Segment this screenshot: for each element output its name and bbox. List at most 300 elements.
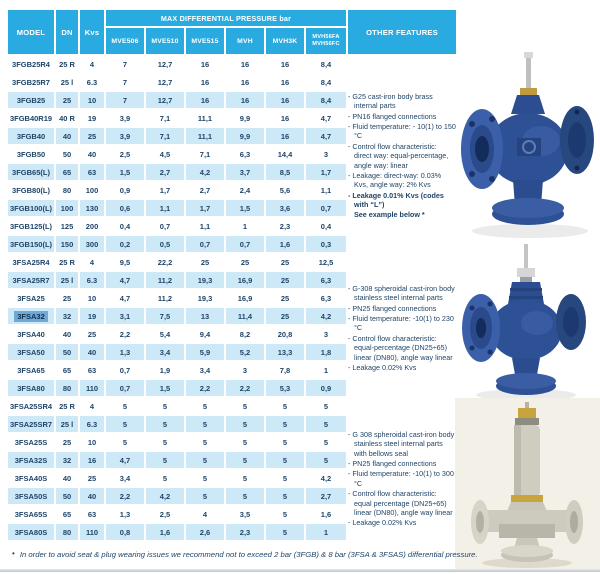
- dn-cell: 100: [56, 200, 78, 216]
- pressure-value-cell: 4: [186, 506, 224, 522]
- table-row: [8, 74, 346, 90]
- feature-item: - Leakage 0.02% Kvs: [348, 362, 417, 372]
- dn-cell: 80: [56, 380, 78, 396]
- model-cell: 3FSA32S: [8, 452, 54, 468]
- dn-cell: 65: [56, 506, 78, 522]
- table-row: [8, 326, 346, 342]
- pressure-value-cell: 11,1: [186, 128, 224, 144]
- pressure-value-cell: 2,2: [106, 488, 144, 504]
- pressure-value-cell: 0,7: [306, 200, 346, 216]
- table-row: [8, 524, 346, 540]
- pressure-value-cell: 7,5: [146, 308, 184, 324]
- pressure-value-cell: 5: [226, 488, 264, 504]
- pressure-value-cell: 1,3: [106, 344, 144, 360]
- table-row: [8, 416, 346, 432]
- pressure-value-cell: 7: [106, 56, 144, 72]
- pressure-value-cell: 16,9: [226, 272, 264, 288]
- col-header-mve515: MVE515: [186, 28, 224, 54]
- dn-cell: 25 R: [56, 56, 78, 72]
- pressure-value-cell: 5: [186, 470, 224, 486]
- model-cell: 3FSA40: [8, 326, 54, 342]
- feature-item: - G-308 spheroidal cast-iron body stainless steel internal parts: [348, 284, 455, 303]
- model-cell: [8, 308, 54, 324]
- table-row: [8, 56, 346, 72]
- pressure-value-cell: 1: [306, 362, 346, 378]
- kvs-cell: 63: [80, 164, 104, 180]
- pressure-value-cell: 0,7: [106, 362, 144, 378]
- model-cell: 3FSA50: [8, 344, 54, 360]
- col-header-dn: DN: [56, 10, 78, 54]
- table-row: [8, 164, 346, 180]
- pressure-value-cell: 0,5: [146, 236, 184, 252]
- pressure-value-cell: 9,9: [226, 110, 264, 126]
- dn-cell: 25 R: [56, 398, 78, 414]
- pressure-value-cell: 1,7: [186, 200, 224, 216]
- pressure-value-cell: 0,9: [306, 380, 346, 396]
- pressure-value-cell: 5: [146, 470, 184, 486]
- pressure-value-cell: 3,9: [106, 110, 144, 126]
- kvs-cell: 16: [80, 452, 104, 468]
- pressure-value-cell: 16,9: [226, 290, 264, 306]
- model-cell: 3FGB80(L): [8, 182, 54, 198]
- pressure-value-cell: 4,7: [106, 272, 144, 288]
- pressure-value-cell: 2,6: [186, 524, 224, 540]
- dn-cell: 25: [56, 92, 78, 108]
- features-block-3fsa: [348, 284, 456, 373]
- kvs-cell: 40: [80, 344, 104, 360]
- model-cell: 3FGB40: [8, 128, 54, 144]
- table-row: [8, 182, 346, 198]
- pressure-value-cell: 5: [266, 434, 304, 450]
- pressure-value-cell: 16: [186, 74, 224, 90]
- feature-item: - Leakage 0.01% Kvs (codes with “L”): [348, 190, 444, 209]
- pressure-value-cell: 0,4: [306, 218, 346, 234]
- model-cell: 3FGB65(L): [8, 164, 54, 180]
- pressure-value-cell: 5: [106, 434, 144, 450]
- pressure-value-cell: 5: [306, 434, 346, 450]
- pressure-value-cell: 14,4: [266, 146, 304, 162]
- pressure-value-cell: 4,2: [306, 308, 346, 324]
- pressure-value-cell: 6,3: [306, 290, 346, 306]
- model-cell: 3FSA80: [8, 380, 54, 396]
- table-row: [8, 254, 346, 270]
- pressure-value-cell: 0,7: [106, 380, 144, 396]
- footnote-bullet: •: [12, 549, 15, 558]
- pressure-value-cell: 16: [266, 92, 304, 108]
- pressure-value-cell: 4,2: [186, 164, 224, 180]
- table-row: [8, 506, 346, 522]
- pressure-value-cell: 5: [186, 398, 224, 414]
- kvs-cell: 10: [80, 92, 104, 108]
- pressure-value-cell: 3,9: [106, 128, 144, 144]
- pressure-value-cell: 25: [266, 308, 304, 324]
- kvs-cell: 4: [80, 398, 104, 414]
- feature-item: - PN16 flanged connections: [348, 111, 437, 121]
- pressure-value-cell: 5: [186, 488, 224, 504]
- dn-cell: 65: [56, 164, 78, 180]
- pressure-value-cell: 0,7: [226, 236, 264, 252]
- pressure-value-cell: 9,4: [186, 326, 224, 342]
- pressure-value-cell: 2,7: [186, 182, 224, 198]
- model-cell: 3FGB25: [8, 92, 54, 108]
- model-cell: 3FSA65S: [8, 506, 54, 522]
- model-cell: 3FGB25R7: [8, 74, 54, 90]
- feature-item: - PN25 flanged connections: [348, 303, 437, 313]
- valve-photo-3fsas-bellows: [455, 398, 600, 570]
- pressure-value-cell: 9,9: [226, 128, 264, 144]
- pressure-value-cell: 2,2: [226, 380, 264, 396]
- pressure-value-cell: 7,1: [186, 146, 224, 162]
- pressure-value-cell: 1,9: [146, 362, 184, 378]
- pressure-value-cell: 3: [226, 362, 264, 378]
- table-row: [8, 380, 346, 396]
- pressure-value-cell: 5: [146, 398, 184, 414]
- col-header-mvh56fa: MVH56FA: [312, 34, 340, 41]
- pressure-value-cell: 3,4: [186, 362, 224, 378]
- page-bottom-divider: [0, 569, 600, 572]
- col-header-mvh3k: MVH3K: [266, 28, 304, 54]
- table-row: [8, 146, 346, 162]
- model-cell: 3FGB25R4: [8, 56, 54, 72]
- feature-item: - Leakage 0.02% Kvs: [348, 518, 417, 528]
- feature-item: - Control flow characteristic: equal-percentage (DN25÷65) linear (DN80), angle way linear: [348, 333, 453, 362]
- kvs-cell: 300: [80, 236, 104, 252]
- pressure-value-cell: 8,4: [306, 92, 346, 108]
- dn-cell: 40 R: [56, 110, 78, 126]
- col-header-mvh56fc: MVH56FC: [312, 41, 340, 47]
- pressure-value-cell: 2,2: [106, 326, 144, 342]
- pressure-value-cell: 1,1: [146, 200, 184, 216]
- pressure-value-cell: 9,5: [106, 254, 144, 270]
- col-header-other-features: OTHER FEATURES: [348, 10, 456, 54]
- pressure-value-cell: 7,1: [146, 128, 184, 144]
- feature-item: - G 308 spheroidal cast-iron body stainless steel internal parts with bellows seal: [348, 430, 455, 458]
- pressure-value-cell: 6,3: [226, 146, 264, 162]
- pressure-value-cell: 5,6: [266, 182, 304, 198]
- dn-cell: 40: [56, 326, 78, 342]
- pressure-value-cell: 16: [186, 92, 224, 108]
- pressure-value-cell: 16: [266, 74, 304, 90]
- model-cell: 3FSA25S: [8, 434, 54, 450]
- kvs-cell: 25: [80, 326, 104, 342]
- pressure-value-cell: 0,6: [106, 200, 144, 216]
- three-way-valve-image: [455, 50, 600, 242]
- pressure-value-cell: 1,6: [146, 524, 184, 540]
- model-cell: 3FSA25R7: [8, 272, 54, 288]
- kvs-cell: 4: [80, 254, 104, 270]
- pressure-value-cell: 7: [106, 74, 144, 90]
- pressure-value-cell: 11,1: [186, 110, 224, 126]
- kvs-cell: 200: [80, 218, 104, 234]
- table-row: [8, 470, 346, 486]
- pressure-value-cell: 1,5: [226, 200, 264, 216]
- model-cell: 3FSA65: [8, 362, 54, 378]
- model-cell: 3FSA25: [8, 290, 54, 306]
- kvs-cell: 6.3: [80, 272, 104, 288]
- pressure-value-cell: 7: [106, 92, 144, 108]
- table-row: [8, 272, 346, 288]
- table-row: [8, 200, 346, 216]
- kvs-cell: 25: [80, 470, 104, 486]
- features-block-3fsas: [348, 430, 456, 529]
- selected-model-text[interactable]: 3FSA32: [14, 311, 48, 322]
- kvs-cell: 4: [80, 56, 104, 72]
- kvs-cell: 25: [80, 128, 104, 144]
- kvs-cell: 19: [80, 308, 104, 324]
- table-header: [8, 10, 456, 54]
- pressure-value-cell: 16: [266, 110, 304, 126]
- col-header-model: MODEL: [8, 10, 54, 54]
- pressure-value-cell: 5: [186, 434, 224, 450]
- dn-cell: 150: [56, 236, 78, 252]
- footnote-text: In order to avoid seat & plug wearing issues we recommend not to exceed 2 bar (3FGB) & 8 bar (3FSA & 3FSAS) differential pressure.: [19, 550, 478, 559]
- footnote: [12, 550, 572, 559]
- dn-cell: 25: [56, 290, 78, 306]
- table-row: [8, 290, 346, 306]
- kvs-cell: 10: [80, 290, 104, 306]
- dn-cell: 40: [56, 128, 78, 144]
- pressure-value-cell: 8,4: [306, 56, 346, 72]
- pressure-value-cell: 2,7: [146, 164, 184, 180]
- pressure-value-cell: 3: [306, 326, 346, 342]
- pressure-value-cell: 5: [146, 416, 184, 432]
- pressure-value-cell: 1,6: [266, 236, 304, 252]
- pressure-value-cell: 5: [146, 452, 184, 468]
- globe-valve-image: [452, 244, 600, 402]
- pressure-value-cell: 7,1: [146, 110, 184, 126]
- pressure-value-cell: 5: [226, 398, 264, 414]
- pressure-value-cell: 4,7: [306, 128, 346, 144]
- dn-cell: 25 R: [56, 254, 78, 270]
- pressure-value-cell: 1: [226, 218, 264, 234]
- pressure-value-cell: 1,3: [106, 506, 144, 522]
- col-header-mve506: MVE506: [106, 28, 144, 54]
- pressure-value-cell: 12,7: [146, 56, 184, 72]
- pressure-value-cell: 2,3: [226, 524, 264, 540]
- feature-item: - Fluid temperature: - 10(1) to 150 °C: [348, 122, 456, 141]
- pressure-value-cell: 12,5: [306, 254, 346, 270]
- pressure-value-cell: 5: [266, 506, 304, 522]
- pressure-value-cell: 3,4: [106, 470, 144, 486]
- kvs-cell: 100: [80, 182, 104, 198]
- pressure-value-cell: 16: [266, 56, 304, 72]
- table-row: [8, 362, 346, 378]
- feature-item: - Control flow characteristic: direct way: equal-percentage, angle way: linear: [348, 141, 449, 170]
- dn-cell: 25 l: [56, 416, 78, 432]
- kvs-cell: 110: [80, 524, 104, 540]
- pressure-value-cell: 8,2: [226, 326, 264, 342]
- dn-cell: 50: [56, 488, 78, 504]
- pressure-value-cell: 22,2: [146, 254, 184, 270]
- model-cell: 3FGB125(L): [8, 218, 54, 234]
- pressure-value-cell: 8,4: [306, 74, 346, 90]
- pressure-value-cell: 5: [146, 434, 184, 450]
- pressure-value-cell: 11,2: [146, 290, 184, 306]
- model-cell: 3FGB100(L): [8, 200, 54, 216]
- pressure-value-cell: 1,5: [146, 380, 184, 396]
- col-header-kvs: Kvs: [80, 10, 104, 54]
- pressure-value-cell: 5: [266, 488, 304, 504]
- pressure-value-cell: 12,7: [146, 92, 184, 108]
- pressure-value-cell: 1,6: [306, 506, 346, 522]
- pressure-value-cell: 2,5: [106, 146, 144, 162]
- pressure-value-cell: 1,7: [306, 164, 346, 180]
- pressure-value-cell: 0,7: [146, 218, 184, 234]
- pressure-value-cell: 5: [266, 524, 304, 540]
- features-block-3fgb: [348, 92, 456, 221]
- table-row: [8, 92, 346, 108]
- pressure-value-cell: 5: [106, 416, 144, 432]
- pressure-value-cell: 3,6: [266, 200, 304, 216]
- dn-cell: 25 l: [56, 74, 78, 90]
- table-row: [8, 488, 346, 504]
- kvs-cell: 130: [80, 200, 104, 216]
- feature-item: - PN25 flanged connections: [348, 459, 437, 469]
- pressure-value-cell: 3,1: [106, 308, 144, 324]
- table-row: [8, 344, 346, 360]
- pressure-value-cell: 5: [306, 416, 346, 432]
- pressure-value-cell: 5: [266, 416, 304, 432]
- pressure-value-cell: 5: [186, 452, 224, 468]
- dn-cell: 125: [56, 218, 78, 234]
- pressure-value-cell: 16: [266, 128, 304, 144]
- feature-item: - Control flow characteristic: equal percentage (DN25÷65) linear (DN80), angle way linear: [348, 489, 453, 517]
- pressure-value-cell: 5,4: [146, 326, 184, 342]
- pressure-value-cell: 0,9: [106, 182, 144, 198]
- kvs-cell: 63: [80, 362, 104, 378]
- pressure-value-cell: 25: [266, 254, 304, 270]
- pressure-value-cell: 16: [226, 74, 264, 90]
- dn-cell: 80: [56, 182, 78, 198]
- table-row: [8, 434, 346, 450]
- pressure-value-cell: 25: [266, 290, 304, 306]
- pressure-value-cell: 5: [186, 416, 224, 432]
- dn-cell: 80: [56, 524, 78, 540]
- model-cell: 3FSA50S: [8, 488, 54, 504]
- col-header-max-differential-pressure: MAX DIFFERENTIAL PRESSURE bar: [106, 10, 346, 26]
- pressure-value-cell: 5: [226, 434, 264, 450]
- pressure-value-cell: 11,4: [226, 308, 264, 324]
- pressure-value-cell: 5: [226, 416, 264, 432]
- kvs-cell: 110: [80, 380, 104, 396]
- pressure-value-cell: 4,7: [306, 110, 346, 126]
- pressure-value-cell: 4,7: [106, 452, 144, 468]
- pressure-value-cell: 0,7: [186, 236, 224, 252]
- col-header-mvh: MVH: [226, 28, 264, 54]
- kvs-cell: 63: [80, 506, 104, 522]
- pressure-value-cell: 8,5: [266, 164, 304, 180]
- table-body: [8, 56, 346, 540]
- col-header-mve510: MVE510: [146, 28, 184, 54]
- pressure-value-cell: 1: [306, 524, 346, 540]
- table-row: [8, 110, 346, 126]
- model-cell: 3FSA40S: [8, 470, 54, 486]
- dn-cell: 50: [56, 344, 78, 360]
- pressure-value-cell: 13,3: [266, 344, 304, 360]
- pressure-value-cell: 0,8: [106, 524, 144, 540]
- feature-item: See example below *: [354, 210, 425, 220]
- kvs-cell: 40: [80, 146, 104, 162]
- feature-item: - G25 cast-iron body brass internal parts: [348, 92, 433, 111]
- pressure-value-cell: 1,7: [146, 182, 184, 198]
- pressure-value-cell: 5: [226, 452, 264, 468]
- valve-photo-3fgb-three-way: [455, 50, 600, 242]
- pressure-value-cell: 5: [106, 398, 144, 414]
- table-row: [8, 398, 346, 414]
- model-cell: 3FSA80S: [8, 524, 54, 540]
- pressure-value-cell: 1,1: [306, 182, 346, 198]
- pressure-value-cell: 0,4: [106, 218, 144, 234]
- pressure-value-cell: 1,1: [186, 218, 224, 234]
- model-cell: 3FSA25SR7: [8, 416, 54, 432]
- kvs-cell: 6.3: [80, 74, 104, 90]
- pressure-value-cell: 4,7: [106, 290, 144, 306]
- dn-cell: 40: [56, 470, 78, 486]
- pressure-value-cell: 0,3: [306, 236, 346, 252]
- pressure-value-cell: 3,7: [226, 164, 264, 180]
- model-cell: 3FGB50: [8, 146, 54, 162]
- model-cell: 3FSA25R4: [8, 254, 54, 270]
- pressure-value-cell: 5: [306, 398, 346, 414]
- feature-item: - Fluid temperature: -10(1) to 300 °C: [348, 469, 454, 488]
- pressure-value-cell: 5: [226, 470, 264, 486]
- pressure-value-cell: 2,7: [306, 488, 346, 504]
- feature-item: - Leakage: direct-way: 0.03% Kvs, angle way: 2% Kvs: [348, 170, 442, 190]
- table-row: [8, 128, 346, 144]
- table-row: [8, 308, 346, 324]
- pressure-value-cell: 16: [226, 56, 264, 72]
- bellows-valve-image: [455, 398, 600, 570]
- pressure-value-cell: 16: [226, 92, 264, 108]
- pressure-value-cell: 16: [186, 56, 224, 72]
- pressure-value-cell: 19,3: [186, 272, 224, 288]
- kvs-cell: 40: [80, 488, 104, 504]
- kvs-cell: 6.3: [80, 416, 104, 432]
- pressure-value-cell: 3: [306, 146, 346, 162]
- pressure-value-cell: 4,2: [146, 488, 184, 504]
- pressure-value-cell: 3,5: [226, 506, 264, 522]
- pressure-value-cell: 2,2: [186, 380, 224, 396]
- dn-cell: 65: [56, 362, 78, 378]
- valve-photo-3fsa-globe: [452, 244, 600, 402]
- pressure-value-cell: 19,3: [186, 290, 224, 306]
- dn-cell: 32: [56, 308, 78, 324]
- pressure-value-cell: 2,5: [146, 506, 184, 522]
- pressure-value-cell: 2,4: [226, 182, 264, 198]
- pressure-value-cell: 25: [226, 254, 264, 270]
- pressure-value-cell: 3,4: [146, 344, 184, 360]
- pressure-value-cell: 25: [266, 272, 304, 288]
- pressure-value-cell: 1,5: [106, 164, 144, 180]
- kvs-cell: 10: [80, 434, 104, 450]
- pressure-value-cell: 12,7: [146, 74, 184, 90]
- feature-item: - Fluid temperature: -10(1) to 230 °C: [348, 314, 454, 333]
- pressure-value-cell: 5,9: [186, 344, 224, 360]
- dn-cell: 25 l: [56, 272, 78, 288]
- pressure-value-cell: 7,8: [266, 362, 304, 378]
- pressure-value-cell: 4,5: [146, 146, 184, 162]
- pressure-value-cell: 11,2: [146, 272, 184, 288]
- table-row: [8, 452, 346, 468]
- pressure-value-cell: 6,3: [306, 272, 346, 288]
- col-header-mvh56: [306, 28, 346, 54]
- table-row: [8, 218, 346, 234]
- dn-cell: 25: [56, 434, 78, 450]
- pressure-value-cell: 4,2: [306, 470, 346, 486]
- pressure-value-cell: 13: [186, 308, 224, 324]
- pressure-value-cell: 5: [266, 452, 304, 468]
- model-cell: 3FGB40R19: [8, 110, 54, 126]
